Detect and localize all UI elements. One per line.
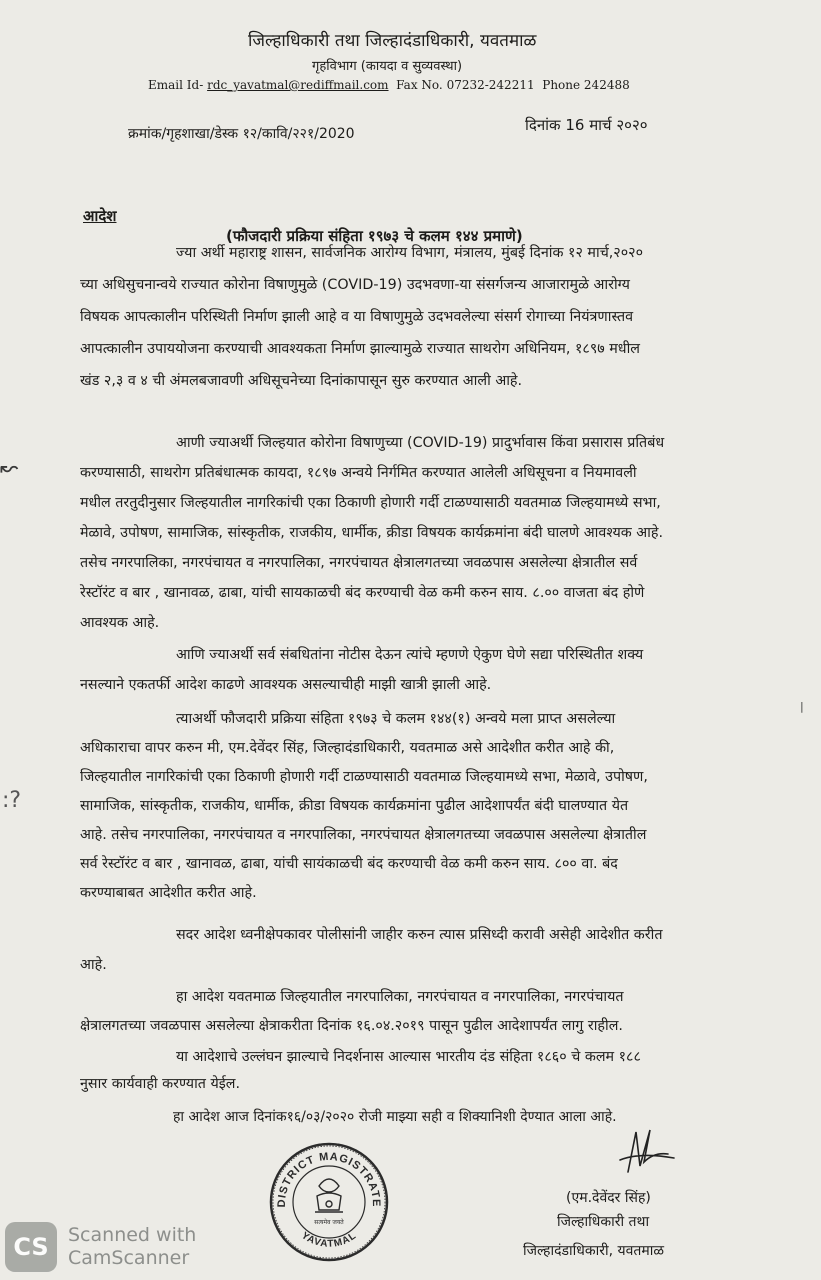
text-line: रेस्टॉरंट व बार , खानावळ, ढाबा, यांची सायकाळची बंद करण्याची वेळ कमी करुन साय. ८.०० वाजता बंद होणे	[80, 585, 645, 601]
district-magistrate-seal	[267, 1140, 391, 1264]
crpc-heading: (फौजदारी प्रक्रिया संहिता १९७३ चे कलम १४४ प्रमाणे)	[226, 227, 523, 245]
text-line: मेळावे, उपोषण, सामाजिक, सांस्कृतीक, राजकीय, धार्मीक, क्रीडा विषयक कार्यक्रमांना बंदी घालणे आवश्यक आहे.	[80, 525, 664, 541]
signatory-title-1: जिल्हाधिकारी तथा	[557, 1214, 650, 1230]
margin-mark: |	[800, 700, 804, 713]
signatory-name: (एम.देवेंदर सिंह)	[566, 1190, 651, 1206]
text-line: जिल्हयातील नागरिकांची एका ठिकाणी होणारी गर्दी टाळण्यासाठी यवतमाळ जिल्हयामध्ये सभा, मेळावे, उपोषण,	[80, 769, 648, 785]
ashoka-emblem-icon	[315, 1179, 343, 1212]
order-date: दिनांक 16 मार्च २०२०	[525, 116, 648, 134]
email-address: rdc_yavatmal@rediffmail.com	[207, 78, 389, 92]
text-line: च्या अधिसुचनान्वये राज्यात कोरोना विषाणुमुळे (COVID-19) उदभवणा-या संसर्गजन्य आजारामुळे आरोग्य	[80, 277, 630, 293]
reference-number: क्रमांक/गृहशाखा/डेस्क १२/कावि/२२१/2020	[128, 126, 355, 142]
margin-mark: ↜	[0, 456, 19, 481]
phone-number: Phone 242488	[542, 78, 630, 92]
text-line: क्षेत्रालगतच्या जवळपास असलेल्या क्षेत्राकरीता दिनांक १६.०४.२०१९ पासून पुढील आदेशापर्यंत लागु राहील.	[80, 1018, 623, 1034]
contact-line	[148, 78, 630, 92]
text-line: आवश्यक आहे.	[80, 615, 160, 631]
text-line: सामाजिक, सांस्कृतीक, राजकीय, धार्मीक, क्रीडा विषयक कार्यक्रमांना पुढील आदेशापर्यंत बंदी घालण्यात येत	[80, 798, 629, 814]
text-line: विषयक आपत्कालीन परिस्थिती निर्माण झाली आहे व या विषाणुमुळे उदभवलेल्या संसर्ग रोगाच्या नियंत्रणास्तव	[80, 309, 634, 325]
text-line: सर्व रेस्टॉरंट व बार , खानावळ, ढाबा, यांची सायंकाळची बंद करण्याची वेळ कमी करुन साय. ८०० वा. बंद	[80, 856, 618, 872]
office-title: जिल्हाधिकारी तथा जिल्हादंडाधिकारी, यवतमाळ	[248, 31, 537, 51]
text-line: आपत्कालीन उपाययोजना करण्याची आवश्यकता निर्माण झाल्यामुळे राज्यात साथरोग अधिनियम, १८९७ मधील	[80, 341, 640, 357]
text-line: आणी ज्याअर्थी जिल्हयात कोरोना विषाणुच्या (COVID-19) प्रादुर्भावास किंवा प्रसारास प्रतिबंध	[176, 435, 665, 451]
text-line: आहे. तसेच नगरपालिका, नगरपंचायत व नगरपालिका, नगरपंचायत क्षेत्रालगतच्या जवळपास असलेल्या क्षेत्रातील	[80, 827, 647, 843]
seal-bottom-text: YAVATMAL	[299, 1230, 359, 1250]
email-label: Email Id-	[148, 78, 204, 92]
margin-mark: :?	[2, 788, 22, 813]
text-line: हा आदेश यवतमाळ जिल्हयातील नगरपालिका, नगरपंचायत व नगरपालिका, नगरपंचायत	[176, 989, 624, 1005]
text-line: आहे.	[80, 957, 107, 973]
fax-number: Fax No. 07232-242211	[396, 78, 535, 92]
text-line: आणि ज्याअर्थी सर्व संबधितांना नोटीस देऊन त्यांचे म्हणणे ऐकुण घेणे सद्या परिस्थितीत शक्य	[176, 647, 644, 663]
text-line: ज्या अर्थी महाराष्ट्र शासन, सार्वजनिक आरोग्य विभाग, मंत्रालय, मुंबई दिनांक १२ मार्च,२०२०	[176, 245, 644, 261]
text-line: त्याअर्थी फौजदारी प्रक्रिया संहिता १९७३ चे कलम १४४(१) अन्वये मला प्राप्त असलेल्या	[176, 711, 616, 727]
text-line: या आदेशाचे उल्लंघन झाल्याचे निदर्शनास आल्यास भारतीय दंड संहिता १८६० चे कलम १८८	[176, 1049, 641, 1065]
text-line: नुसार कार्यवाही करण्यात येईल.	[80, 1076, 241, 1092]
text-line: सदर आदेश ध्वनीक्षेपकावर पोलीसांनी जाहीर करुन त्यास प्रसिध्दी करावी असेही आदेशीत करीत	[176, 927, 663, 943]
signatory-title-2: जिल्हादंडाधिकारी, यवतमाळ	[523, 1243, 665, 1259]
svg-text:YAVATMAL	[299, 1230, 359, 1250]
text-line: खंड २,३ व ४ ची अंमलबजावणी अधिसूचनेच्या दिनांकापासून सुरु करण्यात आली आहे.	[80, 373, 523, 389]
text-line: तसेच नगरपालिका, नगरपंचायत व नगरपालिका, नगरपंचायत क्षेत्रालगतच्या जवळपास असलेल्या क्षेत्रातील सर्व	[80, 555, 638, 571]
handwritten-signature	[610, 1122, 680, 1184]
seal-top-text: DISTRICT MAGISTRATE	[275, 1150, 383, 1208]
emblem-caption: सत्यमेव जयते	[314, 1219, 344, 1226]
text-line: नसल्याने एकतर्फी आदेश काढणे आवश्यक असल्याचीही माझी खात्री झाली आहे.	[80, 677, 492, 693]
text-line: मधील तरतुदीनुसार जिल्हयातील नागरिकांची एका ठिकाणी होणारी गर्दी टाळण्यासाठी यवतमाळ जिल्हयामध्ये सभा,	[80, 495, 661, 511]
text-line: करण्यासाठी, साथरोग प्रतिबंधात्मक कायदा, १८९७ अन्वये निर्गमित करण्यात आलेली अधिसूचना व नियमावली	[80, 465, 637, 481]
camscanner-logo: CS	[5, 1222, 57, 1272]
text-line: अधिकाराचा वापर करुन मी, एम.देवेंदर सिंह, जिल्हादंडाधिकारी, यवतमाळ असे आदेशीत करीत आहे की,	[80, 740, 615, 756]
signed-statement: हा आदेश आज दिनांक१६/०३/२०२० रोजी माझ्या सही व शिक्यानिशी देण्यात आला आहे.	[173, 1109, 617, 1125]
order-title: आदेश	[83, 207, 117, 225]
department-name: गृहविभाग (कायदा व सुव्यवस्था)	[312, 59, 463, 74]
scanned-watermark-text: Scanned with CamScanner	[68, 1224, 197, 1269]
text-line: करण्याबाबत आदेशीत करीत आहे.	[80, 885, 257, 901]
